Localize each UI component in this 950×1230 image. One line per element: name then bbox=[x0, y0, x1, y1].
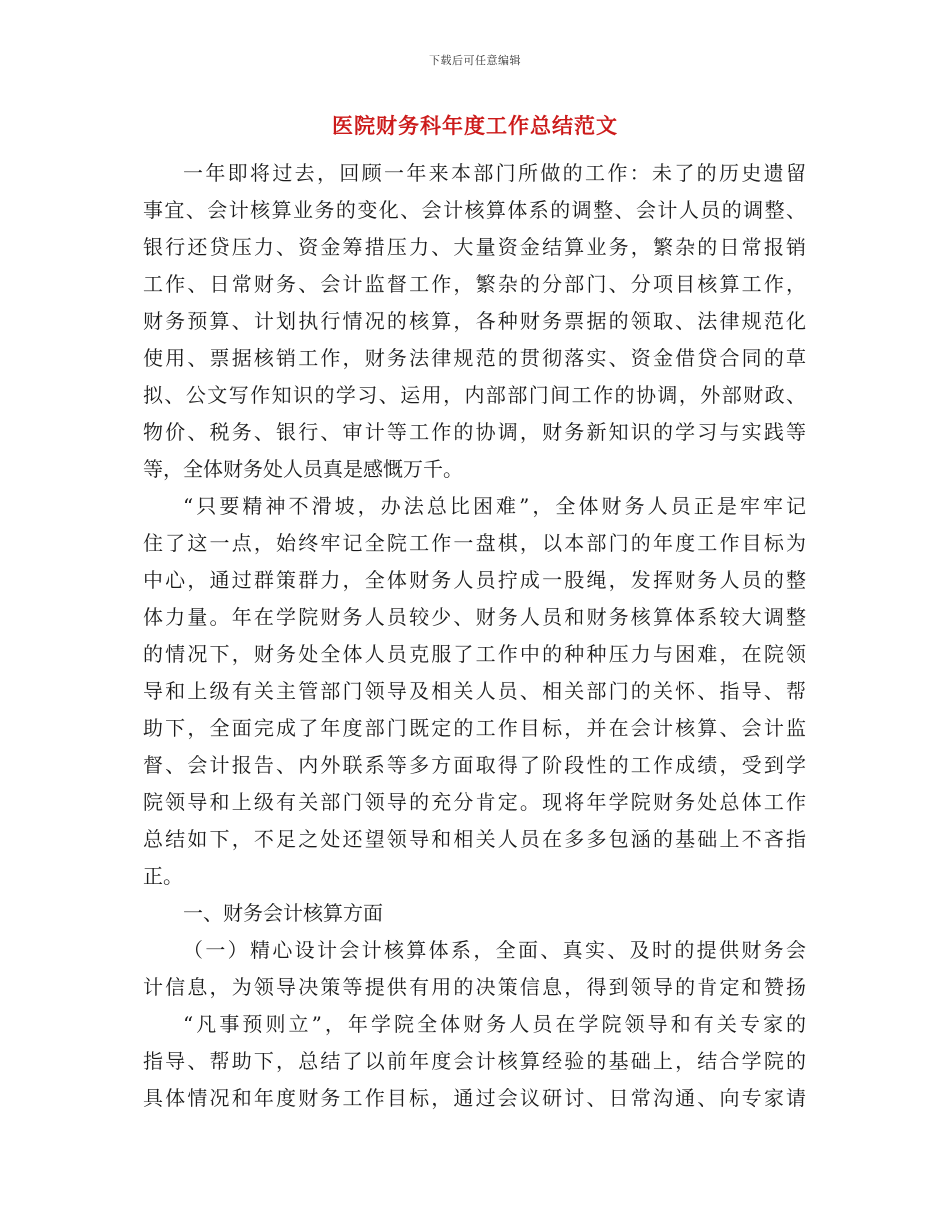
text-line: （一）精心设计会计核算体系，全面、真实、及时的提供财务会 bbox=[183, 938, 806, 962]
text-line: 事宜、会计核算业务的变化、会计核算体系的调整、会计人员的调整、 bbox=[143, 198, 806, 222]
text-line: 体力量。年在学院财务人员较少、财务人员和财务核算体系较大调整 bbox=[143, 605, 806, 629]
text-line: 督、会计报告、内外联系等多方面取得了阶段性的工作成绩，受到学 bbox=[143, 753, 806, 777]
document-title: 医院财务科年度工作总结范文 bbox=[332, 113, 618, 138]
text-line: 具体情况和年度财务工作目标，通过会议研讨、日常沟通、向专家请 bbox=[143, 1086, 806, 1110]
text-line: 指导、帮助下，总结了以前年度会计核算经验的基础上，结合学院的 bbox=[143, 1049, 806, 1073]
text-line: 等，全体财务处人员真是感慨万千。 bbox=[143, 457, 463, 481]
document-body bbox=[143, 155, 806, 1117]
header-note: 下载后可任意编辑 bbox=[429, 54, 521, 67]
text-line: 一、财务会计核算方面 bbox=[183, 901, 383, 925]
text-line: 院领导和上级有关部门领导的充分肯定。现将年学院财务处总体工作 bbox=[143, 790, 806, 814]
text-line: 助下，全面完成了年度部门既定的工作目标，并在会计核算、会计监 bbox=[143, 716, 806, 740]
text-line: 总结如下，不足之处还望领导和相关人员在多多包涵的基础上不吝指 bbox=[143, 827, 806, 851]
text-line: 拟、公文写作知识的学习、运用，内部部门间工作的协调，外部财政、 bbox=[143, 383, 806, 407]
text-line: “只要精神不滑坡，办法总比困难”，全体财务人员正是牢牢记 bbox=[183, 494, 806, 518]
text-line: 物价、税务、银行、审计等工作的协调，财务新知识的学习与实践等 bbox=[143, 420, 806, 444]
text-line: 中心，通过群策群力，全体财务人员拧成一股绳，发挥财务人员的整 bbox=[143, 568, 806, 592]
text-line: 工作、日常财务、会计监督工作，繁杂的分部门、分项目核算工作， bbox=[143, 272, 806, 296]
text-line: 使用、票据核销工作，财务法律规范的贯彻落实、资金借贷合同的草 bbox=[143, 346, 806, 370]
text-line: 计信息，为领导决策等提供有用的决策信息，得到领导的肯定和赞扬 bbox=[143, 975, 806, 999]
text-line: “凡事预则立”，年学院全体财务人员在学院领导和有关专家的 bbox=[183, 1012, 806, 1036]
text-line: 导和上级有关主管部门领导及相关人员、相关部门的关怀、指导、帮 bbox=[143, 679, 806, 703]
text-line: 正。 bbox=[143, 864, 183, 888]
text-line: 银行还贷压力、资金筹措压力、大量资金结算业务，繁杂的日常报销 bbox=[143, 235, 806, 259]
text-line: 财务预算、计划执行情况的核算，各种财务票据的领取、法律规范化 bbox=[143, 309, 806, 333]
text-line: 一年即将过去，回顾一年来本部门所做的工作：未了的历史遗留 bbox=[183, 161, 806, 185]
text-line: 的情况下，财务处全体人员克服了工作中的种种压力与困难，在院领 bbox=[143, 642, 806, 666]
text-line: 住了这一点，始终牢记全院工作一盘棋，以本部门的年度工作目标为 bbox=[143, 531, 806, 555]
